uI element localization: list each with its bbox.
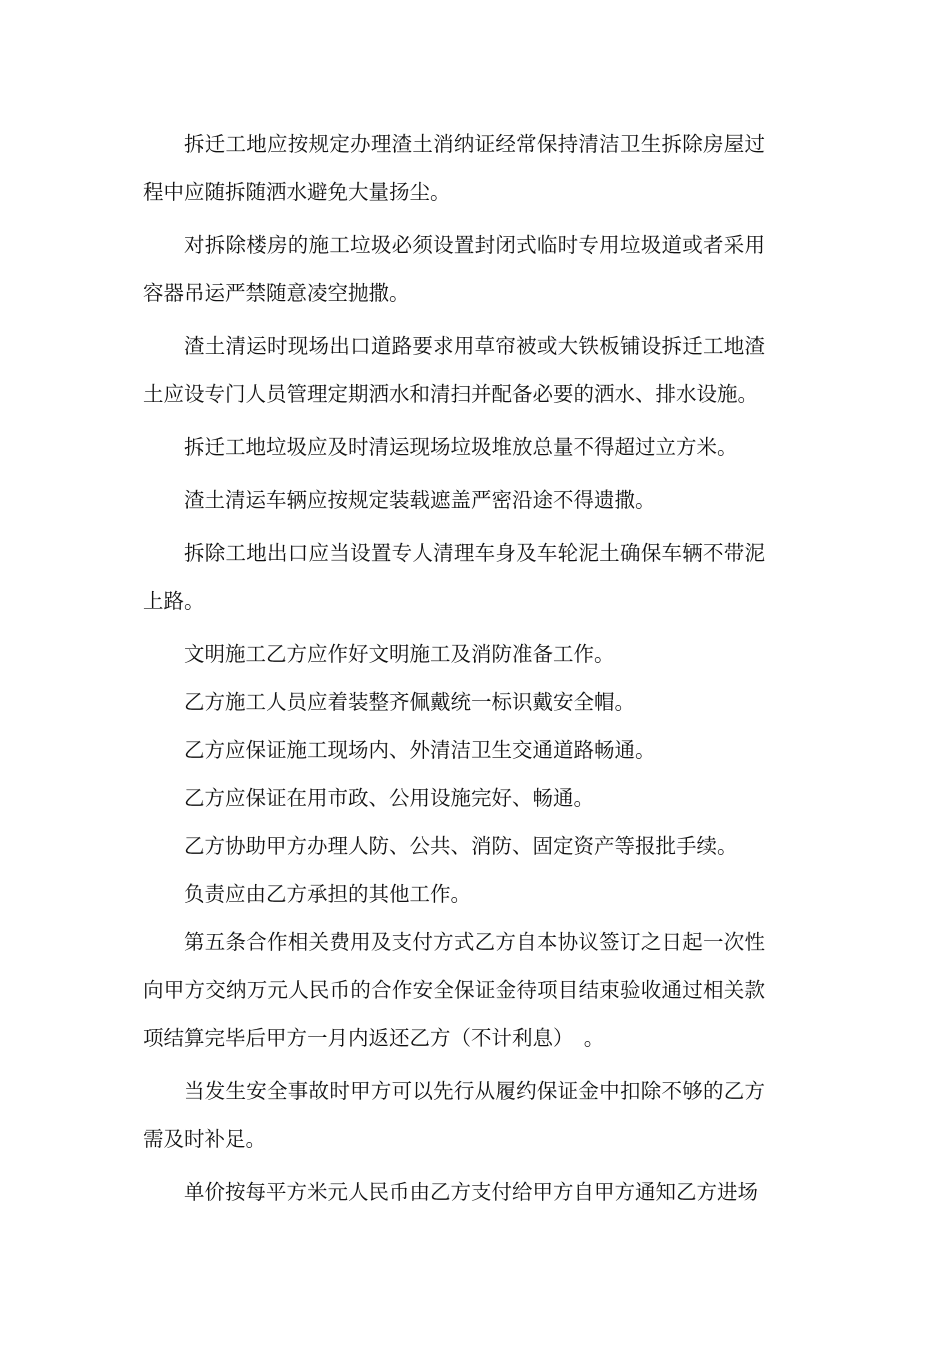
- paragraph-site-cleanliness: 乙方应保证施工现场内、外清洁卫生交通道路畅通。: [184, 738, 656, 762]
- paragraph-garbage-clearance: 拆迁工地垃圾应及时清运现场垃圾堆放总量不得超过立方米。: [184, 435, 738, 459]
- paragraph-site-exit-road: 渣土清运时现场出口道路要求用草帘被或大铁板铺设拆迁工地渣土应设专门人员管理定期洒水和清扫并配备必要的洒水、排水设施。: [143, 334, 765, 406]
- paragraph-public-facilities: 乙方应保证在用市政、公用设施完好、畅通。: [184, 786, 594, 810]
- paragraph-other-duties: 负责应由乙方承担的其他工作。: [184, 882, 471, 906]
- paragraph-garbage-chute: 对拆除楼房的施工垃圾必须设置封闭式临时专用垃圾道或者采用容器吊运严禁随意凌空抛撒。: [143, 233, 765, 305]
- paragraph-vehicle-cleaning: 拆除工地出口应当设置专人清理车身及车轮泥土确保车辆不带泥上路。: [143, 541, 765, 613]
- paragraph-vehicle-loading: 渣土清运车辆应按规定装载遮盖严密沿途不得遗撒。: [184, 488, 656, 512]
- paragraph-unit-price: 单价按每平方米元人民币由乙方支付给甲方自甲方通知乙方进场: [184, 1180, 758, 1204]
- paragraph-civilized-construction: 文明施工乙方应作好文明施工及消防准备工作。: [184, 642, 615, 666]
- document-body: [143, 120, 765, 1216]
- paragraph-approval-procedures: 乙方协助甲方办理人防、公共、消防、固定资产等报批手续。: [184, 834, 738, 858]
- paragraph-safety-accident: 当发生安全事故时甲方可以先行从履约保证金中扣除不够的乙方需及时补足。: [143, 1079, 765, 1151]
- paragraph-worker-attire: 乙方施工人员应着装整齐佩戴统一标识戴安全帽。: [184, 690, 635, 714]
- paragraph-demolition-dust: 拆迁工地应按规定办理渣土消纳证经常保持清洁卫生拆除房屋过程中应随拆随洒水避免大量扬尘。: [143, 132, 765, 204]
- paragraph-article-five-deposit: 第五条合作相关费用及支付方式乙方自本协议签订之日起一次性向甲方交纳万元人民币的合作安全保证金待项目结束验收通过相关款项结算完毕后甲方一月内返还乙方（不计利息） 。: [143, 930, 765, 1050]
